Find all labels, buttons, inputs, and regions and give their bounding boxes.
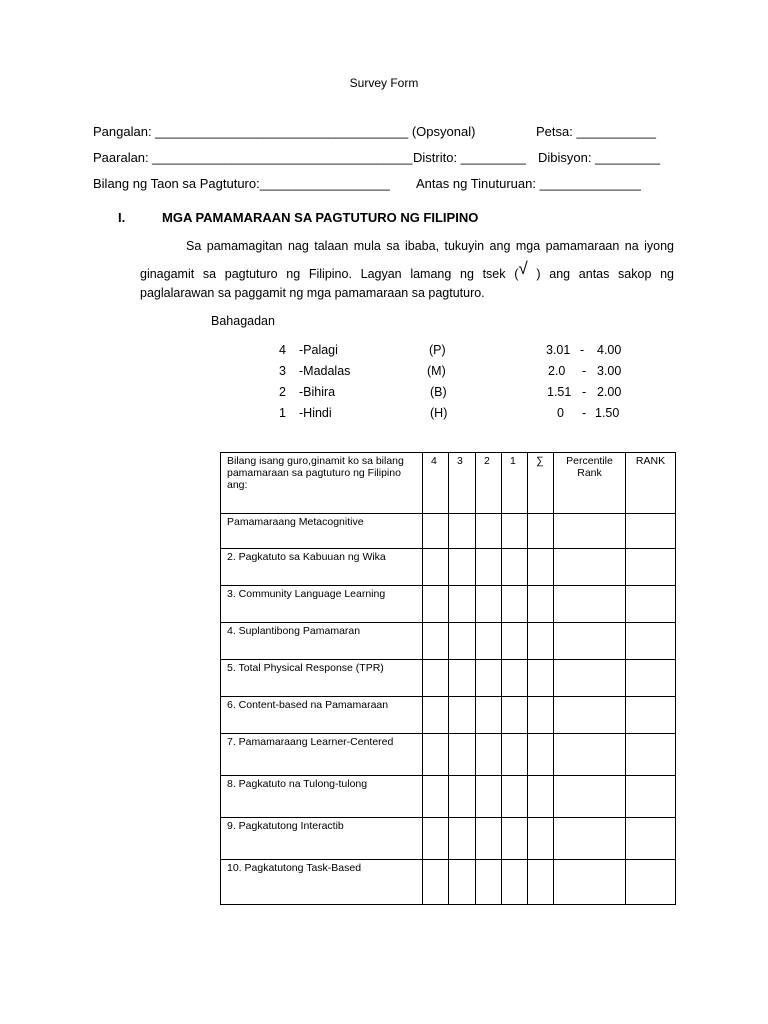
method-name: 8. Pagkatuto na Tulong-tulong <box>221 776 423 818</box>
method-name: 10. Pagkatutong Task-Based <box>221 860 423 905</box>
score-1-cell[interactable] <box>502 776 528 818</box>
rank-cell[interactable] <box>626 586 676 623</box>
scale-high: 3.00 <box>597 364 622 378</box>
scale-number: 1 <box>279 406 286 420</box>
score-1-cell[interactable] <box>502 734 528 776</box>
score-4-cell[interactable] <box>423 697 449 734</box>
years-teaching-field[interactable]: Bilang ng Taon sa Pagtuturo:__________________ <box>93 176 390 191</box>
name-label: Pangalan: ___________________________________ <box>93 124 409 139</box>
score-1-cell[interactable] <box>502 860 528 905</box>
score-2-cell[interactable] <box>476 776 502 818</box>
sum-cell[interactable] <box>528 549 554 586</box>
scale-label: -Hindi <box>299 406 332 420</box>
score-2-cell[interactable] <box>476 734 502 776</box>
table-row <box>221 776 676 818</box>
district-field[interactable]: Distrito: _________ <box>413 150 526 165</box>
level-taught-field[interactable]: Antas ng Tinuturuan: ______________ <box>416 176 641 191</box>
instructions-line-3: paglalarawan sa paggamit ng mga pamamaraan sa pagtuturo. <box>140 286 485 300</box>
percentile-cell[interactable] <box>554 623 626 660</box>
score-3-cell[interactable] <box>449 549 476 586</box>
rank-cell[interactable] <box>626 660 676 697</box>
scale-high: 4.00 <box>597 343 622 357</box>
percentile-cell[interactable] <box>554 697 626 734</box>
table-row <box>221 697 676 734</box>
method-name: 6. Content-based na Pamamaraan <box>221 697 423 734</box>
scale-code: (B) <box>430 385 447 399</box>
score-2-cell[interactable] <box>476 818 502 860</box>
score-4-cell[interactable] <box>423 586 449 623</box>
table-row <box>221 660 676 697</box>
section-title: MGA PAMAMARAAN SA PAGTUTURO NG FILIPINO <box>162 210 479 225</box>
score-1-cell[interactable] <box>502 623 528 660</box>
score-4-cell[interactable] <box>423 818 449 860</box>
school-field[interactable]: Paaralan: ____________________________________ <box>93 150 413 165</box>
percentile-cell[interactable] <box>554 514 626 549</box>
methods-table <box>220 452 676 905</box>
scale-dash: - <box>582 364 587 378</box>
score-4-cell[interactable] <box>423 776 449 818</box>
scale-label: -Palagi <box>299 343 338 357</box>
scale-low: 3.01 <box>546 343 571 357</box>
header-1: 1 <box>502 453 528 514</box>
score-3-cell[interactable] <box>449 860 476 905</box>
scale-code: (P) <box>429 343 446 357</box>
section-number: I. <box>118 210 126 225</box>
instructions-line-2: ginagamit sa pagtuturo ng Filipino. Lagyan lamang ng tsek (√ ) ang antas sakop ng <box>140 259 675 281</box>
score-1-cell[interactable] <box>502 818 528 860</box>
scale-number: 4 <box>279 343 286 357</box>
sum-cell[interactable] <box>528 697 554 734</box>
scale-high: 2.00 <box>597 385 622 399</box>
score-4-cell[interactable] <box>423 660 449 697</box>
score-1-cell[interactable] <box>502 514 528 549</box>
scale-dash: - <box>580 343 585 357</box>
score-4-cell[interactable] <box>423 734 449 776</box>
scale-low: 0 <box>557 406 564 420</box>
score-2-cell[interactable] <box>476 660 502 697</box>
score-3-cell[interactable] <box>449 514 476 549</box>
method-name: 4. Suplantibong Pamamaran <box>221 623 423 660</box>
rank-cell[interactable] <box>626 734 676 776</box>
score-2-cell[interactable] <box>476 586 502 623</box>
scale-dash: - <box>582 406 587 420</box>
sum-cell[interactable] <box>528 734 554 776</box>
scale-code: (M) <box>427 364 446 378</box>
table-row <box>221 818 676 860</box>
rank-cell[interactable] <box>626 549 676 586</box>
header-rank: RANK <box>626 453 676 514</box>
method-name: 3. Community Language Learning <box>221 586 423 623</box>
sum-cell[interactable] <box>528 586 554 623</box>
percentile-cell[interactable] <box>554 586 626 623</box>
table-header-row <box>221 453 676 514</box>
method-name: 2. Pagkatuto sa Kabuuan ng Wika <box>221 549 423 586</box>
instructions-line-1: Sa pamamagitan nag talaan mula sa ibaba, tukuyin ang mga pamamaraan na iyong <box>186 239 674 253</box>
percentile-cell[interactable] <box>554 860 626 905</box>
sum-cell[interactable] <box>528 514 554 549</box>
scale-heading: Bahagadan <box>211 314 275 328</box>
page-title: Survey Form <box>349 76 419 90</box>
scale-number: 3 <box>279 364 286 378</box>
date-field[interactable]: Petsa: ___________ <box>536 124 656 139</box>
scale-code: (H) <box>430 406 448 420</box>
scale-number: 2 <box>279 385 286 399</box>
method-name: 5. Total Physical Response (TPR) <box>221 660 423 697</box>
score-4-cell[interactable] <box>423 860 449 905</box>
rank-cell[interactable] <box>626 860 676 905</box>
header-2: 2 <box>476 453 502 514</box>
score-4-cell[interactable] <box>423 623 449 660</box>
scale-label: -Madalas <box>299 364 351 378</box>
score-2-cell[interactable] <box>476 514 502 549</box>
method-name: Pamamaraang Metacognitive <box>221 514 423 549</box>
table-row <box>221 549 676 586</box>
scale-dash: - <box>582 385 587 399</box>
score-2-cell[interactable] <box>476 860 502 905</box>
sum-cell[interactable] <box>528 776 554 818</box>
checkmark-icon: √ <box>518 259 528 278</box>
method-name: 9. Pagkatutong Interactib <box>221 818 423 860</box>
scale-label: -Bihira <box>299 385 336 399</box>
score-1-cell[interactable] <box>502 549 528 586</box>
header-sum: ∑ <box>528 453 554 514</box>
header-3: 3 <box>449 453 476 514</box>
header-percentile-rank: Percentile Rank <box>554 453 626 514</box>
score-1-cell[interactable] <box>502 660 528 697</box>
sum-cell[interactable] <box>528 860 554 905</box>
score-3-cell[interactable] <box>449 660 476 697</box>
name-field[interactable] <box>93 124 475 139</box>
score-4-cell[interactable] <box>423 549 449 586</box>
score-2-cell[interactable] <box>476 549 502 586</box>
table-row <box>221 734 676 776</box>
score-1-cell[interactable] <box>502 697 528 734</box>
sum-cell[interactable] <box>528 818 554 860</box>
rank-cell[interactable] <box>626 818 676 860</box>
score-3-cell[interactable] <box>449 586 476 623</box>
score-3-cell[interactable] <box>449 697 476 734</box>
scale-high: 1.50 <box>595 406 620 420</box>
method-name: 7. Pamamaraang Learner-Centered <box>221 734 423 776</box>
division-field[interactable]: Dibisyon: _________ <box>538 150 661 165</box>
table-row <box>221 623 676 660</box>
score-3-cell[interactable] <box>449 776 476 818</box>
percentile-cell[interactable] <box>554 776 626 818</box>
score-4-cell[interactable] <box>423 514 449 549</box>
score-3-cell[interactable] <box>449 818 476 860</box>
scale-low: 2.0 <box>548 364 566 378</box>
rank-cell[interactable] <box>626 623 676 660</box>
score-1-cell[interactable] <box>502 586 528 623</box>
header-question: Bilang isang guro,ginamit ko sa bilang pamamaraan sa pagtuturo ng Filipino ang: <box>221 453 423 514</box>
score-3-cell[interactable] <box>449 734 476 776</box>
percentile-cell[interactable] <box>554 660 626 697</box>
name-note: (Opsyonal) <box>411 124 476 139</box>
rank-cell[interactable] <box>626 697 676 734</box>
table-row <box>221 514 676 549</box>
sum-cell[interactable] <box>528 660 554 697</box>
scale-low: 1.51 <box>547 385 572 399</box>
score-2-cell[interactable] <box>476 697 502 734</box>
score-3-cell[interactable] <box>449 623 476 660</box>
rank-cell[interactable] <box>626 776 676 818</box>
sum-cell[interactable] <box>528 623 554 660</box>
percentile-cell[interactable] <box>554 734 626 776</box>
percentile-cell[interactable] <box>554 818 626 860</box>
table-row <box>221 586 676 623</box>
table-row <box>221 860 676 905</box>
header-4: 4 <box>423 453 449 514</box>
rank-cell[interactable] <box>626 514 676 549</box>
percentile-cell[interactable] <box>554 549 626 586</box>
score-2-cell[interactable] <box>476 623 502 660</box>
